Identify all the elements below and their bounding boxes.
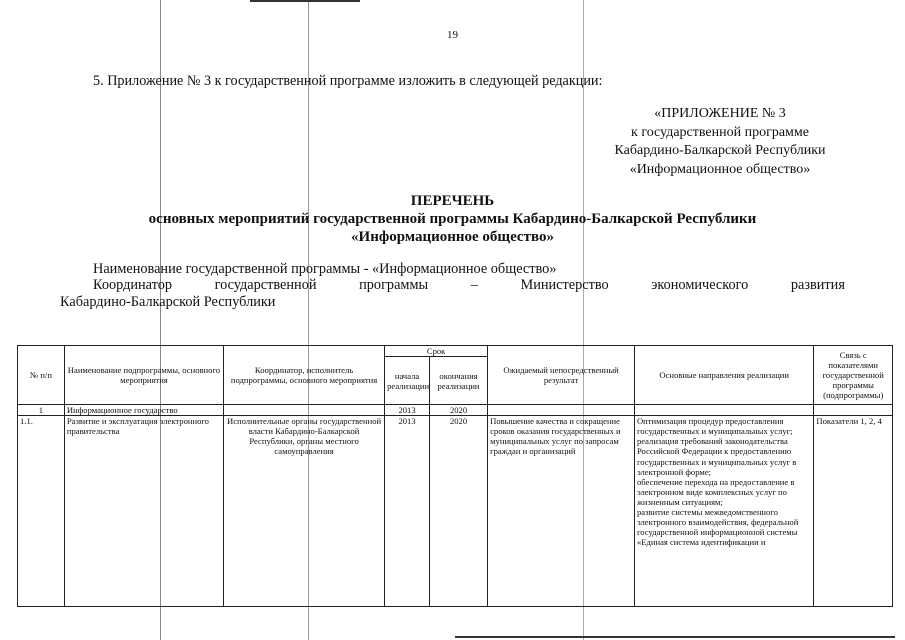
coordinator-word: экономического (651, 277, 749, 293)
cell-name: Информационное государство (64, 405, 223, 416)
appendix-line-3: Кабардино-Балкарской Республики (614, 143, 826, 158)
cell-link (814, 405, 893, 416)
program-name: Наименование государственной программы - «Информационное общество» (93, 261, 557, 277)
program-title: «Информационное общество» (351, 229, 554, 245)
cell-directions (634, 416, 813, 607)
intro-text: 5. Приложение № 3 к государственной программе изложить в следующей редакции: (93, 73, 603, 89)
header-name: Наименование подпрограммы, основного мероприятия (64, 346, 223, 405)
direction-item: развитие системы межведомственного электронного взаимодействия, федеральной государственной информационной системы «Единая система идентификации и (636, 507, 799, 548)
appendix-line-4: «Информационное общество» (629, 161, 811, 177)
direction-item: реализация требований законодательства Российской Федерации к предоставлению государственных и муниципальных услуг в электронной форме; (636, 436, 797, 477)
table-section-row (18, 405, 893, 416)
measures-table (17, 345, 893, 607)
header-coordinator: Координатор, исполнитель подпрограммы, основного мероприятия (223, 346, 384, 405)
appendix-line-1: «ПРИЛОЖЕНИЕ № 3 (654, 106, 786, 121)
coordinator-word: государственной (214, 277, 317, 293)
document-subtitle: основных мероприятий государственной программы Кабардино-Балкарской Республики (148, 211, 757, 227)
scan-bottom-mark (455, 636, 895, 638)
cell-num: 1 (18, 405, 65, 416)
cell-directions (634, 405, 813, 416)
table-row (18, 416, 893, 607)
direction-item: Оптимизация процедур предоставления государственных и муниципальных услуг; (636, 416, 793, 437)
cell-result (488, 405, 635, 416)
document-title: ПЕРЕЧЕНЬ (410, 193, 495, 209)
coordinator-line (93, 277, 845, 294)
appendix-line-2: к государственной программе (631, 124, 809, 140)
cell-link: Показатели 1, 2, 4 (814, 416, 893, 607)
cell-result: Повышение качества и сокращение сроков оказания государственных и муниципальных услуг по запросам граждан и организаций (488, 416, 635, 607)
coordinator-word: программы (359, 277, 429, 293)
cell-start: 2013 (385, 405, 430, 416)
page-number: 19 (447, 29, 458, 41)
direction-item: обеспечение перехода на предоставление в электронном виде комплексных услуг по жизненным ситуациям; (636, 476, 795, 507)
cell-start: 2013 (385, 416, 430, 607)
coordinator-continuation: Кабардино-Балкарской Республики (60, 294, 276, 310)
scan-top-mark (250, 0, 360, 2)
header-start: начала реализации (385, 357, 430, 405)
cell-num: 1.1. (18, 416, 65, 607)
coordinator-word: – (470, 277, 478, 293)
cell-name: Развитие и эксплуатация электронного правительства (64, 416, 223, 607)
table-header-row (18, 346, 893, 357)
header-result: Ожидаемый непосредственный результат (488, 346, 635, 405)
coordinator-word: Министерство (520, 277, 609, 293)
cell-end: 2020 (429, 416, 487, 607)
header-num: № п/п (18, 346, 65, 405)
cell-coordinator (223, 405, 384, 416)
coordinator-word: развития (790, 277, 845, 293)
header-directions: Основные направления реализации (634, 346, 813, 405)
header-link: Связь с показателями государственной программы (подпрограммы) (814, 346, 893, 405)
header-end: окончания реализации (429, 357, 487, 405)
header-term: Срок (385, 346, 488, 357)
cell-coordinator: Исполнительные органы государственной власти Кабардино-Балкарской Республики, органы местного самоуправления (223, 416, 384, 607)
cell-end: 2020 (429, 405, 487, 416)
appendix-block (580, 105, 860, 179)
coordinator-word: Координатор (93, 277, 172, 293)
